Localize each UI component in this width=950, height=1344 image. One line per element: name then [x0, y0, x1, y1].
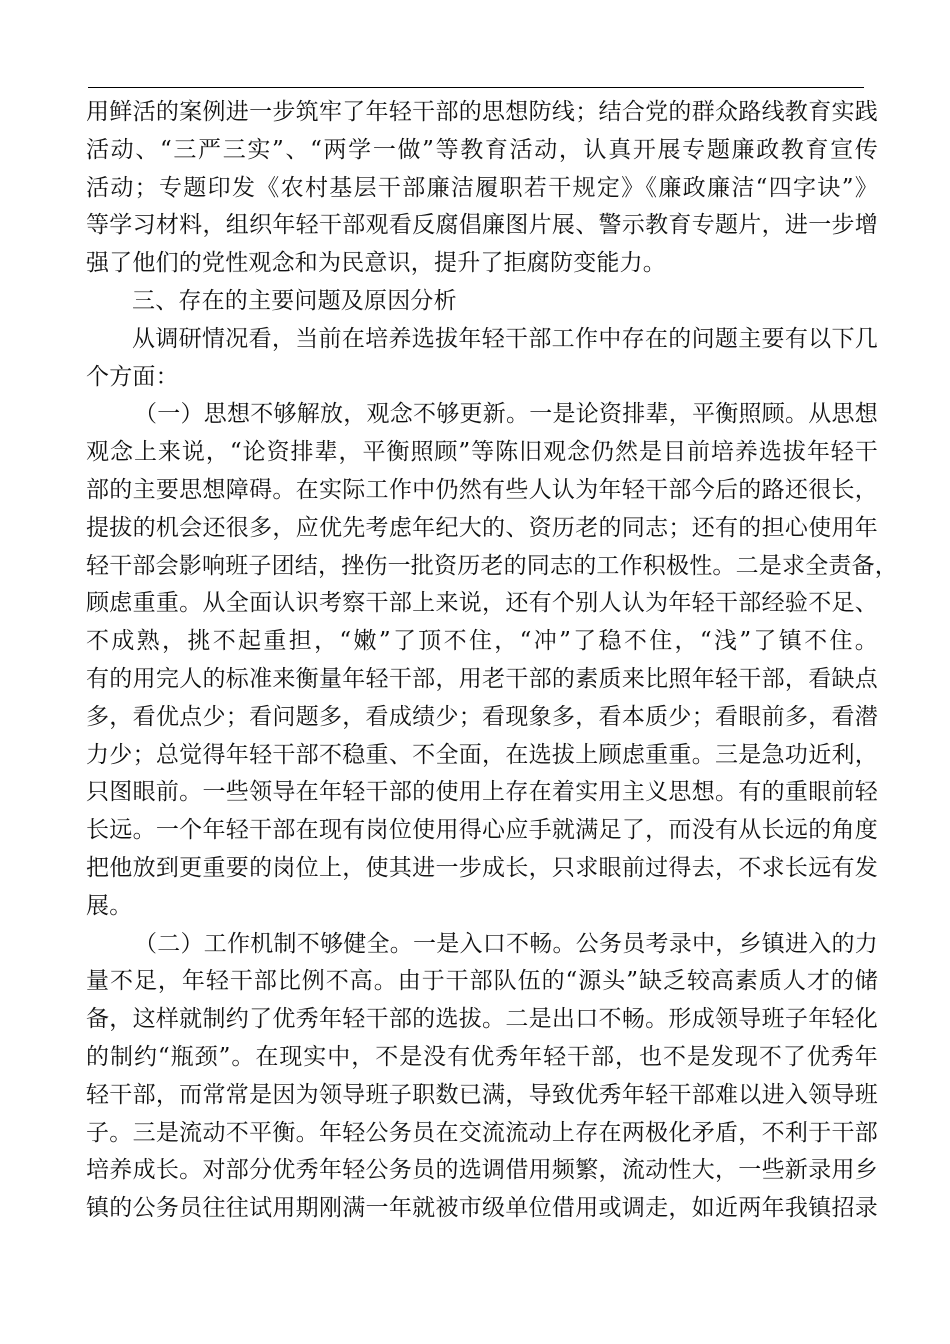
- paragraph-line: 把他放到更重要的岗位上，使其进一步成长，只求眼前过得去，不求长远有发: [86, 854, 878, 881]
- paragraph-line: 用鲜活的案例进一步筑牢了年轻干部的思想防线；结合党的群众路线教育实践: [86, 99, 878, 125]
- paragraph-line: 顾虑重重。从全面认识考察干部上来说，还有个别人认为年轻干部经验不足、: [86, 590, 878, 617]
- subsection-line: （一）思想不够解放，观念不够更新。一是论资排辈，平衡照顾。从思想: [134, 401, 878, 428]
- paragraph-line: 观念上来说，“论资排辈，平衡照顾”等陈旧观念仍然是目前培养选拔年轻干: [86, 439, 878, 466]
- paragraph-line: 展。: [86, 892, 133, 919]
- paragraph-line: 子。三是流动不平衡。年轻公务员在交流流动上存在两极化矛盾，不利于干部: [86, 1119, 878, 1146]
- section-heading: 三、存在的主要问题及原因分析: [132, 287, 457, 314]
- paragraph-line: 培养成长。对部分优秀年轻公务员的选调借用频繁，流动性大，一些新录用乡: [86, 1157, 878, 1184]
- paragraph-line: 活动、“三严三实”、“两学一做”等教育活动，认真开展专题廉政教育宣传: [86, 136, 878, 163]
- paragraph-line: 不成熟，挑不起重担，“嫩”了顶不住，“冲”了稳不住，“浅”了镇不住。: [86, 628, 878, 655]
- paragraph-line: 镇的公务员往往试用期刚满一年就被市级单位借用或调走，如近两年我镇招录: [86, 1195, 878, 1222]
- paragraph-line: 只图眼前。一些领导在年轻干部的使用上存在着实用主义思想。有的重眼前轻: [86, 779, 878, 806]
- paragraph-line: 轻干部，而常常是因为领导班子职数已满，导致优秀年轻干部难以进入领导班: [86, 1081, 878, 1108]
- subsection-line: （二）工作机制不够健全。一是入口不畅。公务员考录中，乡镇进入的力: [134, 930, 878, 957]
- paragraph-line: 多，看优点少；看问题多，看成绩少；看现象多，看本质少；看眼前多，看潜: [86, 703, 878, 730]
- paragraph-line: 强了他们的党性观念和为民意识，提升了拒腐防变能力。: [86, 250, 666, 277]
- paragraph-line: 有的用完人的标准来衡量年轻干部，用老干部的素质来比照年轻干部，看缺点: [86, 665, 878, 692]
- paragraph-line: 个方面：: [86, 363, 179, 390]
- paragraph-line: 从调研情况看，当前在培养选拔年轻干部工作中存在的问题主要有以下几: [132, 325, 878, 352]
- paragraph-line: 的制约“瓶颈”。在现实中，不是没有优秀年轻干部，也不是发现不了优秀年: [86, 1043, 878, 1070]
- paragraph-line: 活动；专题印发《农村基层干部廉洁履职若干规定》《廉政廉洁“四字诀”》: [86, 174, 878, 201]
- paragraph-line: 轻干部会影响班子团结，挫伤一批资历老的同志的工作积极性。二是求全责备，: [86, 552, 898, 579]
- paragraph-line: 力少；总觉得年轻干部不稳重、不全面，在选拔上顾虑重重。三是急功近利，: [86, 741, 878, 768]
- paragraph-line: 备，这样就制约了优秀年轻干部的选拔。二是出口不畅。形成领导班子年轻化: [86, 1006, 878, 1033]
- paragraph-line: 等学习材料，组织年轻干部观看反腐倡廉图片展、警示教育专题片，进一步增: [86, 212, 878, 239]
- document-body: [86, 94, 898, 1228]
- paragraph-line: 提拔的机会还很多，应优先考虑年纪大的、资历老的同志；还有的担心使用年: [86, 514, 878, 541]
- header-rule: [88, 87, 864, 88]
- paragraph-line: 部的主要思想障碍。在实际工作中仍然有些人认为年轻干部今后的路还很长，: [86, 476, 878, 503]
- paragraph-line: 长远。一个年轻干部在现有岗位使用得心应手就满足了，而没有从长远的角度: [86, 817, 878, 844]
- paragraph-line: 量不足，年轻干部比例不高。由于干部队伍的“源头”缺乏较高素质人才的储: [86, 968, 878, 995]
